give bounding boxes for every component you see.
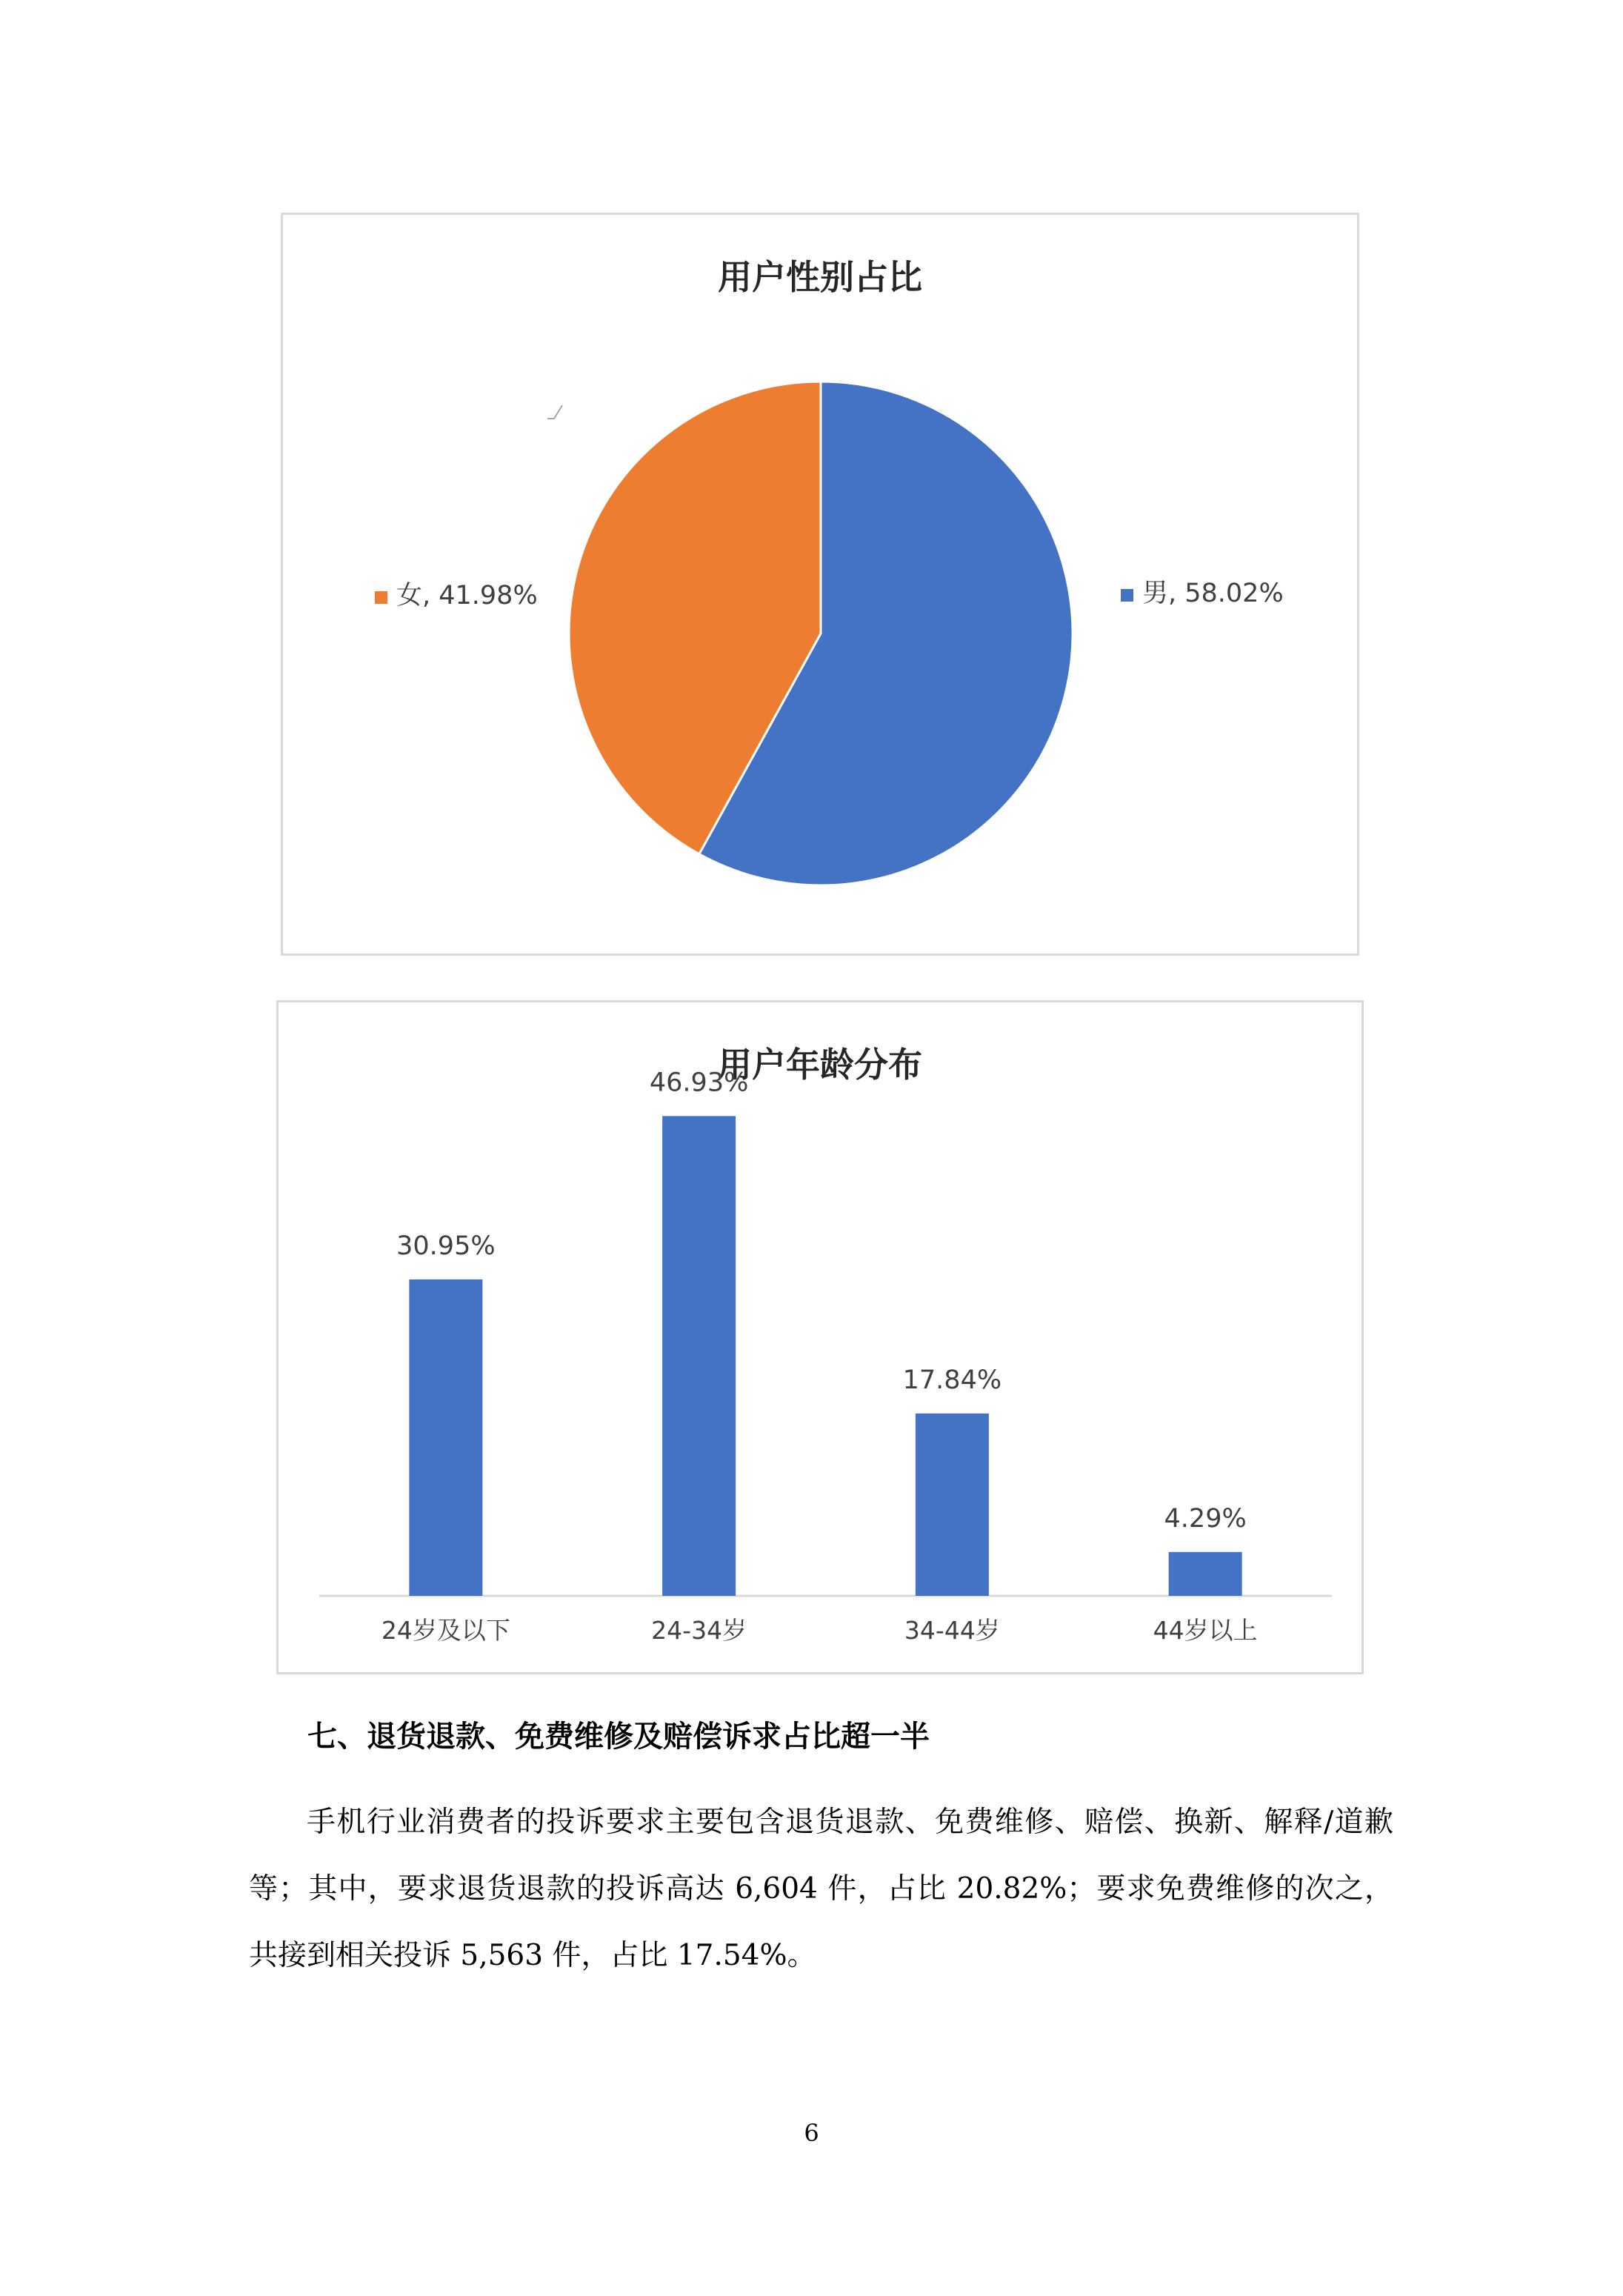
bar-data-label-0: 30.95% — [396, 1231, 496, 1261]
female-data-label: 女, 41.98% — [396, 581, 538, 610]
male-legend-marker — [1121, 589, 1133, 602]
age-chart — [276, 1000, 1364, 1674]
bar-0 — [409, 1280, 482, 1596]
female-leader-line — [547, 405, 562, 419]
bar-1 — [662, 1116, 736, 1596]
male-data-label: 男, 58.02% — [1142, 579, 1284, 608]
age-chart-title: 用户年龄分布 — [718, 1045, 922, 1085]
x-tick-label-2: 34-44岁 — [904, 1616, 1000, 1645]
bar-data-label-3: 4.29% — [1164, 1503, 1247, 1534]
age-bar-chart — [279, 1002, 1362, 1672]
section-paragraph: 手机行业消费者的投诉要求主要包含退货退款、免费维修、赔偿、换新、解释/道歉等；其中，要求退货退款的投诉高达 6,604 件，占比 20.82%；要求免费维修的次之，共接到相关投诉 5,563 件，占比 17.54%。 — [249, 1806, 1394, 1972]
bar-data-label-2: 17.84% — [902, 1365, 1002, 1395]
gender-pie — [283, 215, 1357, 954]
gender-chart-title: 用户性别占比 — [718, 257, 922, 297]
x-tick-label-3: 44岁以上 — [1153, 1616, 1258, 1645]
section-heading: 七、退货退款、免费维修及赔偿诉求占比超一半 — [307, 1719, 930, 1754]
bar-data-label-1: 46.93% — [649, 1068, 749, 1098]
female-legend-marker — [375, 591, 387, 604]
page-number: 6 — [804, 2119, 819, 2147]
gender-chart — [281, 213, 1359, 956]
x-tick-label-0: 24岁及以下 — [381, 1616, 510, 1645]
x-tick-label-1: 24-34岁 — [651, 1616, 747, 1645]
bar-3 — [1169, 1552, 1242, 1596]
bar-2 — [916, 1414, 989, 1596]
